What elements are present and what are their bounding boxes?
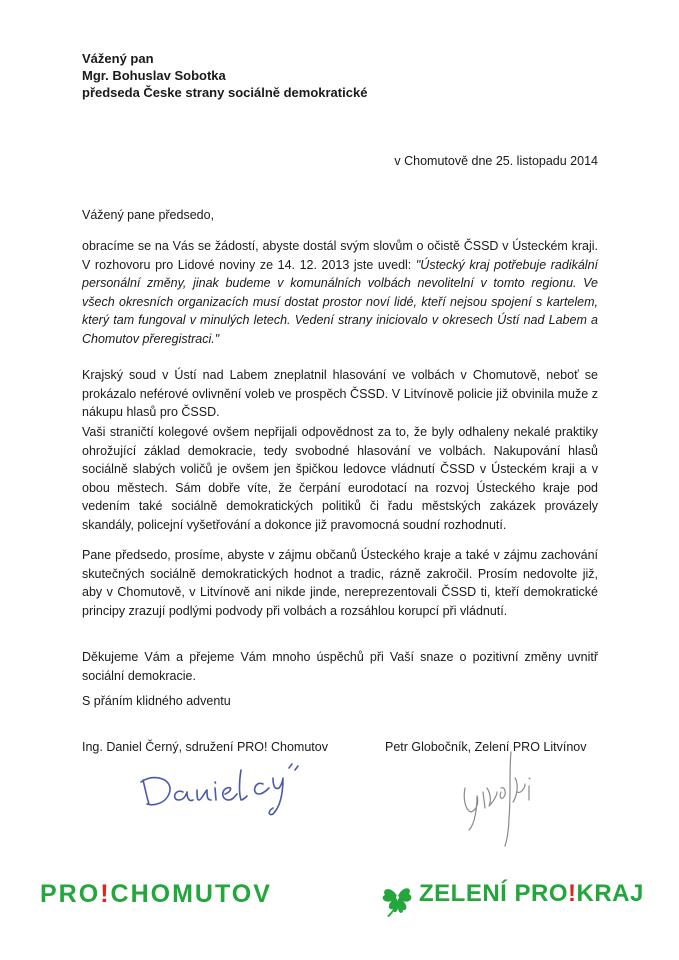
logo-right-part2: KRAJ <box>576 880 644 907</box>
paragraph-intro-quote: "Ústecký kraj potřebuje radikální personální změny, jinak budeme v komunálních volbách nevolitelní v tomto regionu. Ve všech okresních organizacích musí dostat prostor noví lidé, kteří nejsou spojení s kartelem, který tam fungoval v minulých letech. Vedení strany iniciovalo v okresech Ústí nad Labem a Chomutov přeregistraci." <box>82 257 598 346</box>
recipient-title: předseda Českе strany sociálně demokratické <box>82 85 368 100</box>
logo-right-part1: ZELENÍ PRO <box>419 880 569 907</box>
zeleni-pro-kraj-logo <box>377 880 644 908</box>
recipient-name: Mgr. Bohuslav Sobotka <box>82 68 226 83</box>
pro-chomutov-logo <box>40 880 272 909</box>
recipient-address <box>82 50 367 101</box>
paragraph-intro-text: obracíme se na Vás se žádostí, abyste dostál svým slovům o očistě ČSSD v Ústeckém kraji. V rozhovoru pro Lidové noviny ze 14. 12. 2013 jste uvedl: <box>82 239 598 272</box>
logo-left-exclamation: ! <box>100 880 111 908</box>
paragraph-colleagues: Vaši straničtí kolegové ovšem nepřijali odpovědnost za to, že byly odhaleny nekalé praktiky ohrožující základ demokracie, tedy svobodné hlasování ve volbách. Nakupování hlasů sociálně slabých voličů je ovšem jen špičkou ledovce vládnutí ČSSD v Ústeckém kraji a v obou městech. Sám dobře víte, že čerpání eurodotací na rozvoj Ústeckého kraje pod vedením také sociálně demokratických politiků či řadu městských zakázek provázely skandály, policejní vyšetřování a dokonce již pravomocná soudní rozhodnutí. <box>82 425 598 532</box>
signature-left <box>135 758 310 818</box>
logo-left-part1: PRO <box>40 880 101 908</box>
signatory-right-name: Petr Globočník, Zelení PRO Litvínov <box>385 740 587 754</box>
recipient-salutation-line: Vážený pan <box>82 51 154 66</box>
signature-right <box>455 748 555 848</box>
paragraph-thanks: Děkujeme Vám a přejeme Vám mnoho úspěchů při Vaší snaze o pozitivní změny uvnitř sociální demokracie. <box>82 650 598 683</box>
paragraph-request: Pane předsedo, prosíme, abyste v zájmu občanů Ústeckého kraje a také v zájmu zachování skutečných sociálně demokratických hodnot a tradic, rázně zakročil. Prosím nedovolte již, aby v Chomutově, v Litvínově ani nikde jinde, nereprezentovali ČSSD ti, kteří demokratické principy zrazují podlými podvody při volbách a rozsáhlou korupcí při vládnutí. <box>82 548 598 618</box>
paragraph-court: Krajský soud v Ústí nad Labem zneplatnil hlasování ve volbách v Chomutově, neboť se prokázalo neférové ovlivnění voleb ve prospěch ČSSD. V Litvínově policie již obvinila muže z nákupu hlasů pro ČSSD. <box>82 368 598 419</box>
signatory-left-name: Ing. Daniel Černý, sdružení PRO! Chomutov <box>82 740 328 754</box>
salutation: Vážený pane předsedo, <box>82 208 215 222</box>
logo-left-part2: CHOMUTOV <box>110 880 272 908</box>
closing-line: S přáním klidného adventu <box>82 694 231 708</box>
logo-right-exclamation: ! <box>568 880 577 907</box>
paragraph-intro <box>82 237 598 348</box>
letter-date: v Chomutově dne 25. listopadu 2014 <box>394 154 598 168</box>
